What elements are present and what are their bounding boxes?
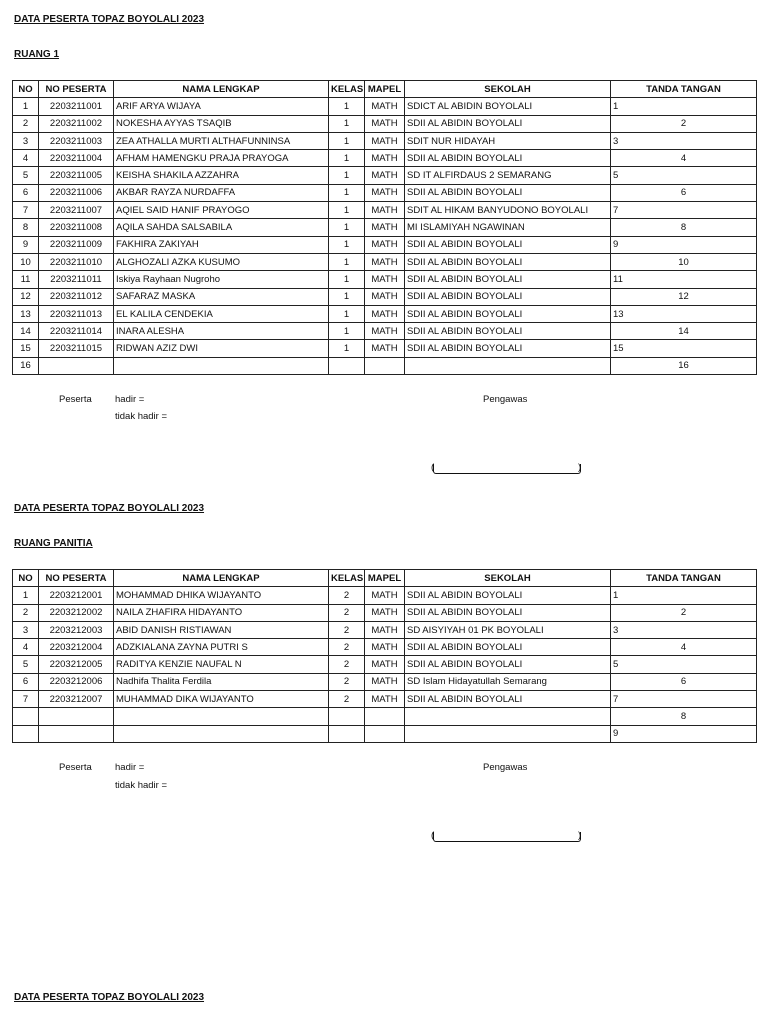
- footer-peserta-label-2: Peserta: [59, 762, 92, 773]
- mapel-cell: MATH: [365, 132, 405, 149]
- no-peserta-cell: 2203211004: [39, 150, 114, 167]
- no-peserta-cell: 2203211002: [39, 115, 114, 132]
- kelas-cell: 1: [329, 184, 365, 201]
- no-cell: 4: [13, 639, 39, 656]
- tanda-tangan-header: TANDA TANGAN: [611, 570, 757, 587]
- table-row: [13, 115, 757, 132]
- tanda-tangan-cell: 1: [611, 98, 757, 115]
- no-cell: [13, 708, 39, 725]
- section1-room: RUANG 1: [14, 49, 60, 60]
- table-row: [13, 656, 757, 673]
- mapel-cell: MATH: [365, 150, 405, 167]
- nama-cell: FAKHIRA ZAKIYAH: [114, 236, 329, 253]
- nama-cell: RIDWAN AZIZ DWI: [114, 340, 329, 357]
- tanda-tangan-cell: 8: [611, 219, 757, 236]
- no-cell: 15: [13, 340, 39, 357]
- table-row: [13, 305, 757, 322]
- kelas-header: KELAS: [329, 570, 365, 587]
- tanda-tangan-cell: 8: [611, 708, 757, 725]
- no-cell: 3: [13, 621, 39, 638]
- mapel-cell: MATH: [365, 202, 405, 219]
- no-peserta-cell: 2203211001: [39, 98, 114, 115]
- mapel-cell: MATH: [365, 656, 405, 673]
- tanda-tangan-cell: 13: [611, 305, 757, 322]
- table-row: [13, 219, 757, 236]
- signature-close-paren: ): [578, 462, 582, 473]
- nama-cell: [114, 708, 329, 725]
- sekolah-cell: SD Islam Hidayatullah Semarang: [405, 673, 611, 690]
- sekolah-cell: SDII AL ABIDIN BOYOLALI: [405, 604, 611, 621]
- kelas-cell: 2: [329, 691, 365, 708]
- mapel-cell: MATH: [365, 288, 405, 305]
- no-cell: 7: [13, 202, 39, 219]
- mapel-cell: MATH: [365, 271, 405, 288]
- tanda-tangan-cell: 6: [611, 184, 757, 201]
- mapel-cell: MATH: [365, 323, 405, 340]
- nama-cell: [114, 725, 329, 742]
- kelas-cell: 2: [329, 673, 365, 690]
- table-row: [13, 725, 757, 742]
- sekolah-cell: SDII AL ABIDIN BOYOLALI: [405, 253, 611, 270]
- tanda-tangan-cell: 12: [611, 288, 757, 305]
- no-cell: 10: [13, 253, 39, 270]
- signature-close-paren-2: ): [578, 830, 582, 841]
- kelas-cell: 2: [329, 587, 365, 604]
- sekolah-cell: SDII AL ABIDIN BOYOLALI: [405, 150, 611, 167]
- table-row: [13, 604, 757, 621]
- no-peserta-cell: 2203212001: [39, 587, 114, 604]
- no-peserta-cell: 2203212004: [39, 639, 114, 656]
- nama-cell: INARA ALESHA: [114, 323, 329, 340]
- table-row: [13, 253, 757, 270]
- sekolah-cell: SDII AL ABIDIN BOYOLALI: [405, 305, 611, 322]
- kelas-cell: 1: [329, 288, 365, 305]
- no-peserta-cell: 2203211015: [39, 340, 114, 357]
- tanda-tangan-cell: 4: [611, 639, 757, 656]
- kelas-cell: 1: [329, 219, 365, 236]
- no-peserta-header: NO PESERTA: [39, 81, 114, 98]
- nama-cell: ALGHOZALI AZKA KUSUMO: [114, 253, 329, 270]
- table-row: [13, 184, 757, 201]
- table-row: [13, 639, 757, 656]
- section3-title: DATA PESERTA TOPAZ BOYOLALI 2023: [14, 992, 205, 1003]
- kelas-cell: 1: [329, 132, 365, 149]
- no-cell: 2: [13, 115, 39, 132]
- table-row: [13, 673, 757, 690]
- kelas-cell: 1: [329, 150, 365, 167]
- kelas-cell: 1: [329, 202, 365, 219]
- mapel-cell: MATH: [365, 98, 405, 115]
- nama-cell: MUHAMMAD DIKA WIJAYANTO: [114, 691, 329, 708]
- tanda-tangan-cell: 1: [611, 587, 757, 604]
- no-cell: 14: [13, 323, 39, 340]
- mapel-cell: MATH: [365, 587, 405, 604]
- no-peserta-cell: 2203211009: [39, 236, 114, 253]
- kelas-cell: 1: [329, 253, 365, 270]
- table-row: [13, 98, 757, 115]
- no-cell: 5: [13, 167, 39, 184]
- sekolah-cell: SDIT NUR HIDAYAH: [405, 132, 611, 149]
- table-row: [13, 587, 757, 604]
- kelas-header: KELAS: [329, 81, 365, 98]
- footer-tidak-hadir-label: tidak hadir =: [115, 411, 168, 422]
- no-cell: 8: [13, 219, 39, 236]
- tanda-tangan-cell: 2: [611, 604, 757, 621]
- footer-tidak-hadir-label-2: tidak hadir =: [115, 780, 168, 791]
- kelas-cell: 1: [329, 271, 365, 288]
- table-row: [13, 323, 757, 340]
- no-peserta-cell: 2203211013: [39, 305, 114, 322]
- no-cell: 16: [13, 357, 39, 374]
- kelas-cell: 1: [329, 115, 365, 132]
- kelas-cell: 1: [329, 167, 365, 184]
- mapel-cell: MATH: [365, 184, 405, 201]
- no-peserta-cell: 2203211011: [39, 271, 114, 288]
- sekolah-cell: SDII AL ABIDIN BOYOLALI: [405, 639, 611, 656]
- tanda-tangan-cell: 14: [611, 323, 757, 340]
- sekolah-cell: SDII AL ABIDIN BOYOLALI: [405, 288, 611, 305]
- tanda-tangan-cell: 4: [611, 150, 757, 167]
- nama-cell: NOKESHA AYYAS TSAQIB: [114, 115, 329, 132]
- no-cell: 5: [13, 656, 39, 673]
- no-cell: 2: [13, 604, 39, 621]
- sekolah-cell: [405, 725, 611, 742]
- kelas-cell: 2: [329, 604, 365, 621]
- mapel-cell: MATH: [365, 219, 405, 236]
- no-peserta-cell: 2203211005: [39, 167, 114, 184]
- kelas-cell: 2: [329, 621, 365, 638]
- mapel-header: MAPEL: [365, 81, 405, 98]
- no-cell: 7: [13, 691, 39, 708]
- no-cell: 9: [13, 236, 39, 253]
- table-row: [13, 621, 757, 638]
- mapel-cell: MATH: [365, 253, 405, 270]
- nama-cell: EL KALILA CENDEKIA: [114, 305, 329, 322]
- table-header-row: [13, 570, 757, 587]
- table-header-row: [13, 81, 757, 98]
- participant-table-panitia: [12, 569, 757, 743]
- kelas-cell: 1: [329, 305, 365, 322]
- nama-cell: AKBAR RAYZA NURDAFFA: [114, 184, 329, 201]
- tanda-tangan-cell: 5: [611, 167, 757, 184]
- no-peserta-cell: 2203212002: [39, 604, 114, 621]
- no-cell: 1: [13, 587, 39, 604]
- no-cell: 11: [13, 271, 39, 288]
- footer-pengawas-label-2: Pengawas: [483, 762, 528, 773]
- tanda-tangan-cell: 9: [611, 725, 757, 742]
- sekolah-cell: SDII AL ABIDIN BOYOLALI: [405, 656, 611, 673]
- no-peserta-cell: 2203211010: [39, 253, 114, 270]
- tanda-tangan-cell: 5: [611, 656, 757, 673]
- sekolah-cell: SDII AL ABIDIN BOYOLALI: [405, 236, 611, 253]
- no-cell: 13: [13, 305, 39, 322]
- mapel-cell: [365, 357, 405, 374]
- table-body: [13, 98, 757, 375]
- sekolah-cell: [405, 708, 611, 725]
- sekolah-cell: SDII AL ABIDIN BOYOLALI: [405, 115, 611, 132]
- table-row: [13, 357, 757, 374]
- no-peserta-cell: 2203211007: [39, 202, 114, 219]
- table-row: [13, 271, 757, 288]
- mapel-cell: [365, 708, 405, 725]
- mapel-cell: MATH: [365, 305, 405, 322]
- mapel-cell: MATH: [365, 639, 405, 656]
- mapel-cell: MATH: [365, 340, 405, 357]
- nama-cell: ZEA ATHALLA MURTI ALTHAFUNNINSA: [114, 132, 329, 149]
- nama-cell: RADITYA KENZIE NAUFAL N: [114, 656, 329, 673]
- tanda-tangan-cell: 11: [611, 271, 757, 288]
- footer-peserta-label: Peserta: [59, 394, 92, 405]
- sekolah-cell: SDICT AL ABIDIN BOYOLALI: [405, 98, 611, 115]
- no-cell: 6: [13, 184, 39, 201]
- table-body: [13, 587, 757, 743]
- nama-cell: AQILA SAHDA SALSABILA: [114, 219, 329, 236]
- sekolah-cell: SDII AL ABIDIN BOYOLALI: [405, 323, 611, 340]
- table-row: [13, 236, 757, 253]
- mapel-cell: MATH: [365, 621, 405, 638]
- table-row: [13, 202, 757, 219]
- tanda-tangan-cell: 7: [611, 691, 757, 708]
- nama-cell: MOHAMMAD DHIKA WIJAYANTO: [114, 587, 329, 604]
- no-peserta-cell: 2203211008: [39, 219, 114, 236]
- no-cell: 3: [13, 132, 39, 149]
- nama-cell: Nadhifa Thalita Ferdila: [114, 673, 329, 690]
- sekolah-header: SEKOLAH: [405, 81, 611, 98]
- tanda-tangan-cell: 3: [611, 621, 757, 638]
- kelas-cell: [329, 357, 365, 374]
- mapel-cell: MATH: [365, 604, 405, 621]
- sekolah-cell: SDIT AL HIKAM BANYUDONO BOYOLALI: [405, 202, 611, 219]
- no-peserta-cell: [39, 357, 114, 374]
- participant-table-room1: [12, 80, 757, 375]
- section2-room: RUANG PANITIA: [14, 538, 93, 549]
- sekolah-cell: SDII AL ABIDIN BOYOLALI: [405, 340, 611, 357]
- mapel-cell: MATH: [365, 691, 405, 708]
- table-row: [13, 288, 757, 305]
- no-peserta-cell: 2203212007: [39, 691, 114, 708]
- nama-cell: [114, 357, 329, 374]
- table-row: [13, 150, 757, 167]
- nama-lengkap-header: NAMA LENGKAP: [114, 81, 329, 98]
- sekolah-cell: SD IT ALFIRDAUS 2 SEMARANG: [405, 167, 611, 184]
- tanda-tangan-header: TANDA TANGAN: [611, 81, 757, 98]
- no-peserta-cell: 2203211014: [39, 323, 114, 340]
- kelas-cell: 1: [329, 98, 365, 115]
- tanda-tangan-cell: 6: [611, 673, 757, 690]
- mapel-cell: MATH: [365, 115, 405, 132]
- sekolah-cell: SD AISYIYAH 01 PK BOYOLALI: [405, 621, 611, 638]
- no-cell: 12: [13, 288, 39, 305]
- no-peserta-cell: 2203211006: [39, 184, 114, 201]
- nama-cell: ABID DANISH RISTIAWAN: [114, 621, 329, 638]
- table-row: [13, 691, 757, 708]
- section2-title: DATA PESERTA TOPAZ BOYOLALI 2023: [14, 503, 205, 514]
- nama-cell: SAFARAZ MASKA: [114, 288, 329, 305]
- mapel-cell: [365, 725, 405, 742]
- table-row: [13, 708, 757, 725]
- nama-cell: AQIEL SAID HANIF PRAYOGO: [114, 202, 329, 219]
- tanda-tangan-cell: 7: [611, 202, 757, 219]
- section1-title: DATA PESERTA TOPAZ BOYOLALI 2023: [14, 14, 205, 25]
- kelas-cell: 1: [329, 340, 365, 357]
- sekolah-cell: SDII AL ABIDIN BOYOLALI: [405, 691, 611, 708]
- nama-cell: Iskiya Rayhaan Nugroho: [114, 271, 329, 288]
- tanda-tangan-cell: 3: [611, 132, 757, 149]
- no-cell: 4: [13, 150, 39, 167]
- nama-cell: KEISHA SHAKILA AZZAHRA: [114, 167, 329, 184]
- no-cell: [13, 725, 39, 742]
- kelas-cell: [329, 708, 365, 725]
- no-peserta-cell: [39, 708, 114, 725]
- nama-cell: NAILA ZHAFIRA HIDAYANTO: [114, 604, 329, 621]
- tanda-tangan-cell: 15: [611, 340, 757, 357]
- sekolah-cell: [405, 357, 611, 374]
- kelas-cell: [329, 725, 365, 742]
- kelas-cell: 1: [329, 323, 365, 340]
- table-row: [13, 167, 757, 184]
- nama-cell: AFHAM HAMENGKU PRAJA PRAYOGA: [114, 150, 329, 167]
- signature-open-paren: (: [431, 462, 435, 473]
- kelas-cell: 2: [329, 656, 365, 673]
- mapel-cell: MATH: [365, 236, 405, 253]
- mapel-header: MAPEL: [365, 570, 405, 587]
- nama-lengkap-header: NAMA LENGKAP: [114, 570, 329, 587]
- signature-line: [433, 464, 581, 474]
- tanda-tangan-cell: 16: [611, 357, 757, 374]
- mapel-cell: MATH: [365, 167, 405, 184]
- no-peserta-header: NO PESERTA: [39, 570, 114, 587]
- sekolah-cell: MI ISLAMIYAH NGAWINAN: [405, 219, 611, 236]
- table-row: [13, 340, 757, 357]
- sekolah-cell: SDII AL ABIDIN BOYOLALI: [405, 184, 611, 201]
- no-header: NO: [13, 81, 39, 98]
- signature-line-2: [433, 832, 581, 842]
- sekolah-header: SEKOLAH: [405, 570, 611, 587]
- footer-pengawas-label: Pengawas: [483, 394, 528, 405]
- kelas-cell: 2: [329, 639, 365, 656]
- tanda-tangan-cell: 2: [611, 115, 757, 132]
- no-peserta-cell: [39, 725, 114, 742]
- nama-cell: ARIF ARYA WIJAYA: [114, 98, 329, 115]
- signature-open-paren-2: (: [431, 830, 435, 841]
- sekolah-cell: SDII AL ABIDIN BOYOLALI: [405, 271, 611, 288]
- no-cell: 6: [13, 673, 39, 690]
- no-cell: 1: [13, 98, 39, 115]
- footer-hadir-label-2: hadir =: [115, 762, 145, 773]
- no-header: NO: [13, 570, 39, 587]
- table-row: [13, 132, 757, 149]
- tanda-tangan-cell: 10: [611, 253, 757, 270]
- nama-cell: ADZKIALANA ZAYNA PUTRI S: [114, 639, 329, 656]
- kelas-cell: 1: [329, 236, 365, 253]
- tanda-tangan-cell: 9: [611, 236, 757, 253]
- no-peserta-cell: 2203211012: [39, 288, 114, 305]
- no-peserta-cell: 2203212003: [39, 621, 114, 638]
- footer-hadir-label: hadir =: [115, 394, 145, 405]
- no-peserta-cell: 2203211003: [39, 132, 114, 149]
- sekolah-cell: SDII AL ABIDIN BOYOLALI: [405, 587, 611, 604]
- no-peserta-cell: 2203212006: [39, 673, 114, 690]
- no-peserta-cell: 2203212005: [39, 656, 114, 673]
- mapel-cell: MATH: [365, 673, 405, 690]
